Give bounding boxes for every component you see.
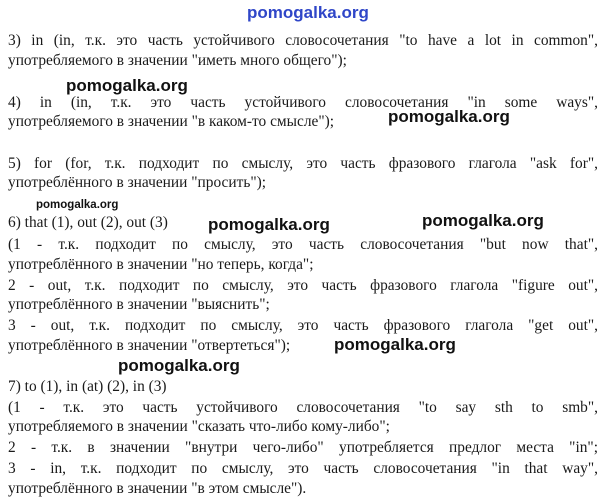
watermark-5: pomogalka.org [422, 211, 544, 230]
watermark-4: pomogalka.org [208, 215, 330, 234]
watermark-1: pomogalka.org [66, 76, 188, 95]
item-7-line-2: употребляемого в значении "сказать что-либо кому-либо"; [8, 418, 390, 435]
item-7-head: 7) to (1), in (at) (2), in (3) [8, 378, 167, 395]
item-6-head: 6) that (1), out (2), out (3) [8, 214, 168, 231]
item-4-line-1: 4) in (in, т.к. это часть устойчивого словосочетания "in some ways", [8, 94, 598, 111]
watermark-2: pomogalka.org [388, 107, 510, 126]
item-6-line-4: употреблённого в значении "выяснить"; [8, 296, 270, 313]
item-6-line-1: (1 - т.к. подходит по смыслу, это часть словосочетания "but now that", [8, 236, 598, 253]
item-3-line-2: употребляемого в значении "иметь много общего"); [8, 52, 347, 69]
watermark-top: pomogalka.org [247, 3, 369, 22]
watermark-7: pomogalka.org [118, 356, 240, 375]
item-6-line-2: употреблённого в значении "но теперь, когда"; [8, 256, 314, 273]
item-6-line-6: употреблённого в значении "отвертеться"); [8, 337, 291, 354]
item-5-line-2: употреблённого в значении "просить"); [8, 174, 267, 191]
watermark-3: pomogalka.org [36, 199, 119, 211]
item-3-line-1: 3) in (in, т.к. это часть устойчивого словосочетания "to have a lot in common", [8, 32, 598, 49]
watermark-6: pomogalka.org [334, 335, 456, 354]
item-7-line-3: 2 - т.к. в значении "внутри чего-либо" употребляется предлог места "in"; [8, 439, 598, 456]
item-7-line-5: употреблённого в значении "в этом смысле"). [8, 480, 307, 497]
item-6-line-3: 2 - out, т.к. подходит по смыслу, это часть фразового глагола "figure out", [8, 277, 598, 294]
item-6-line-5: 3 - out, т.к. подходит по смыслу, это часть фразового глагола "get out", [8, 317, 598, 334]
item-5-line-1: 5) for (for, т.к. подходит по смыслу, это часть фразового глагола "ask for", [8, 155, 598, 172]
item-4-line-2: употребляемого в значении "в каком-то смысле"); [8, 113, 335, 130]
item-7-line-1: (1 - т.к. это часть устойчивого словосочетания "to say sth to smb", [8, 399, 598, 416]
item-7-line-4: 3 - in, т.к. подходит по смыслу, это часть словосочетания "in that way", [8, 460, 598, 477]
